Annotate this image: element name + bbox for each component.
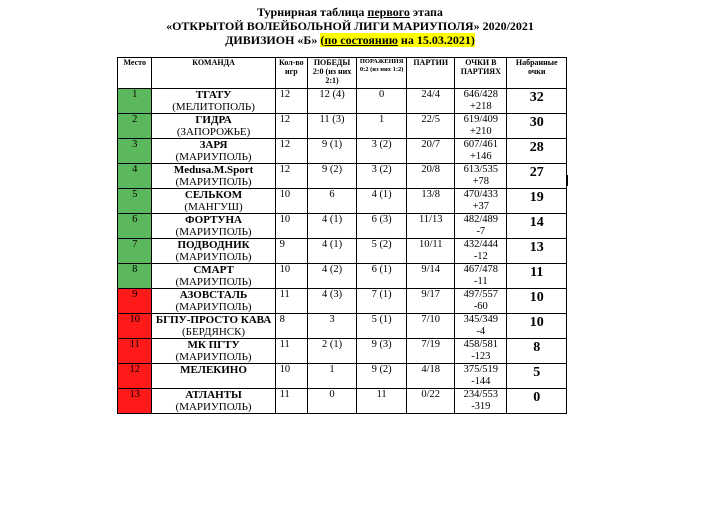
wins-cell: 4 (3) — [308, 289, 357, 314]
team-cell — [152, 339, 275, 364]
sets-cell: 4/18 — [407, 364, 455, 389]
losses-cell: 9 (2) — [357, 364, 407, 389]
wins-cell: 4 (1) — [308, 239, 357, 264]
points-diff: -319 — [471, 401, 491, 412]
losses-cell: 9 (3) — [357, 339, 407, 364]
score-cell: 10 — [507, 289, 567, 314]
team-name: АЗОВСТАЛЬ — [179, 289, 248, 301]
table-row — [118, 364, 567, 389]
games-cell: 12 — [275, 89, 307, 114]
losses-cell: 0 — [357, 89, 407, 114]
points-in-sets-cell — [455, 139, 507, 164]
points-diff: +218 — [469, 101, 492, 112]
team-name: МК ПГТУ — [187, 339, 240, 351]
table-row — [118, 339, 567, 364]
wins-cell: 2 (1) — [308, 339, 357, 364]
games-cell: 11 — [275, 339, 307, 364]
text-cursor — [567, 175, 568, 186]
team-cell — [152, 314, 275, 339]
points-diff: -7 — [476, 226, 486, 237]
date-highlight — [320, 33, 475, 47]
table-row — [118, 114, 567, 139]
games-cell: 12 — [275, 114, 307, 139]
games-cell: 10 — [275, 364, 307, 389]
team-cell — [152, 214, 275, 239]
points-ratio: 497/557 — [463, 289, 499, 300]
table-row — [118, 239, 567, 264]
table-row — [118, 314, 567, 339]
wins-cell: 4 (1) — [308, 214, 357, 239]
place-cell: 9 — [118, 289, 152, 314]
col-team: КОМАНДА — [152, 58, 275, 89]
points-in-sets-cell — [455, 114, 507, 139]
team-city: (МАРИУПОЛЬ) — [175, 276, 252, 288]
col-score: Набранные очки — [507, 58, 567, 89]
games-cell: 10 — [275, 264, 307, 289]
date-open-paren: ( — [320, 33, 325, 47]
title-line-2: «ОТКРЫТОЙ ВОЛЕЙБОЛЬНОЙ ЛИГИ МАРИУПОЛЯ» 2020/2021 — [166, 19, 534, 33]
team-name: БГПУ-ПРОСТО КАВА — [155, 314, 272, 326]
wins-cell: 9 (1) — [308, 139, 357, 164]
division-label: ДИВИЗИОН «Б» — [225, 33, 321, 47]
points-diff: -60 — [473, 301, 488, 312]
points-ratio: 613/535 — [463, 164, 499, 175]
team-name: СЕЛЬКОМ — [184, 189, 243, 201]
team-city: (БЕРДЯНСК) — [181, 326, 246, 338]
standings-table — [117, 57, 567, 414]
table-row — [118, 189, 567, 214]
sets-cell: 24/4 — [407, 89, 455, 114]
table-row — [118, 264, 567, 289]
place-cell: 12 — [118, 364, 152, 389]
games-cell: 12 — [275, 164, 307, 189]
title-line-3 — [130, 33, 570, 47]
score-cell: 8 — [507, 339, 567, 364]
place-cell: 10 — [118, 314, 152, 339]
team-city: (МАРИУПОЛЬ) — [175, 226, 252, 238]
team-cell — [152, 189, 275, 214]
points-in-sets-cell — [455, 289, 507, 314]
score-cell: 13 — [507, 239, 567, 264]
place-cell: 13 — [118, 389, 152, 414]
place-cell: 5 — [118, 189, 152, 214]
games-cell: 8 — [275, 314, 307, 339]
score-cell: 30 — [507, 114, 567, 139]
date-text: на 15.03.2021) — [397, 33, 475, 47]
team-city: (МАРИУПОЛЬ) — [175, 401, 252, 413]
losses-cell: 1 — [357, 114, 407, 139]
team-cell — [152, 289, 275, 314]
team-name: Medusa.M.Sport — [173, 164, 254, 176]
points-ratio: 607/461 — [463, 139, 499, 150]
table-header-row — [118, 58, 567, 89]
sets-cell: 13/8 — [407, 189, 455, 214]
wins-cell: 4 (2) — [308, 264, 357, 289]
place-cell: 3 — [118, 139, 152, 164]
sets-cell: 9/17 — [407, 289, 455, 314]
points-ratio: 458/581 — [463, 339, 499, 350]
sets-cell: 22/5 — [407, 114, 455, 139]
place-cell: 8 — [118, 264, 152, 289]
points-ratio: 345/349 — [463, 314, 499, 325]
sets-cell: 9/14 — [407, 264, 455, 289]
place-cell: 4 — [118, 164, 152, 189]
points-in-sets-cell — [455, 189, 507, 214]
table-row — [118, 139, 567, 164]
table-row — [118, 289, 567, 314]
points-diff: +37 — [472, 201, 490, 212]
points-in-sets-cell — [455, 264, 507, 289]
team-cell — [152, 364, 275, 389]
points-in-sets-cell — [455, 89, 507, 114]
col-wins: ПОБЕДЫ 2:0 (из них 2:1) — [308, 58, 357, 89]
score-cell: 5 — [507, 364, 567, 389]
col-games: Кол-во игр — [275, 58, 307, 89]
team-name: ГИДРА — [195, 114, 232, 126]
team-name: ЗАРЯ — [199, 139, 228, 151]
score-cell: 10 — [507, 314, 567, 339]
losses-cell: 5 (1) — [357, 314, 407, 339]
team-city: (МАРИУПОЛЬ) — [175, 301, 252, 313]
games-cell: 10 — [275, 214, 307, 239]
team-cell — [152, 264, 275, 289]
points-in-sets-cell — [455, 314, 507, 339]
losses-cell: 11 — [357, 389, 407, 414]
points-diff: +78 — [472, 176, 490, 187]
score-cell: 14 — [507, 214, 567, 239]
col-place: Место — [118, 58, 152, 89]
sets-cell: 11/13 — [407, 214, 455, 239]
points-ratio: 375/519 — [463, 364, 499, 375]
team-cell — [152, 239, 275, 264]
wins-cell: 1 — [308, 364, 357, 389]
team-cell — [152, 164, 275, 189]
team-name: АТЛАНТЫ — [185, 389, 242, 401]
team-name: МЕЛЕКИНО — [180, 364, 247, 376]
points-ratio: 432/444 — [463, 239, 499, 250]
score-cell: 19 — [507, 189, 567, 214]
title-line-1 — [130, 5, 570, 19]
table-row — [118, 89, 567, 114]
points-ratio: 470/433 — [463, 189, 499, 200]
games-cell: 9 — [275, 239, 307, 264]
place-cell: 1 — [118, 89, 152, 114]
points-ratio: 482/489 — [463, 214, 499, 225]
col-sets: ПАРТИИ — [407, 58, 455, 89]
points-diff: +210 — [469, 126, 492, 137]
wins-cell: 11 (3) — [308, 114, 357, 139]
points-diff: -4 — [476, 326, 486, 337]
points-diff: -11 — [474, 276, 488, 287]
table-row — [118, 164, 567, 189]
team-city: (МЕЛИТОПОЛЬ) — [172, 101, 255, 113]
sets-cell: 20/8 — [407, 164, 455, 189]
team-name: ПОДВОДНИК — [177, 239, 250, 251]
games-cell: 11 — [275, 289, 307, 314]
score-cell: 28 — [507, 139, 567, 164]
col-points-in-sets: ОЧКИ В ПАРТИЯХ — [455, 58, 507, 89]
score-cell: 11 — [507, 264, 567, 289]
score-cell: 27 — [507, 164, 567, 189]
wins-cell: 3 — [308, 314, 357, 339]
points-diff: -12 — [473, 251, 488, 262]
points-in-sets-cell — [455, 339, 507, 364]
team-name: ФОРТУНА — [185, 214, 242, 226]
losses-cell: 7 (1) — [357, 289, 407, 314]
wins-cell: 0 — [308, 389, 357, 414]
team-city: (МАРИУПОЛЬ) — [175, 251, 252, 263]
document-title — [130, 5, 570, 47]
team-cell — [152, 114, 275, 139]
col-losses: ПОРАЖЕНИЯ 0:2 (из них 1:2) — [357, 58, 407, 89]
points-in-sets-cell — [455, 389, 507, 414]
team-city: (ЗАПОРОЖЬЕ) — [176, 126, 251, 138]
points-ratio: 234/553 — [463, 389, 499, 400]
team-city: (МАРИУПОЛЬ) — [175, 176, 252, 188]
points-ratio: 467/478 — [463, 264, 499, 275]
points-diff: +146 — [469, 151, 492, 162]
games-cell: 12 — [275, 139, 307, 164]
title-line-1-underlined: первого — [367, 5, 410, 19]
losses-cell: 5 (2) — [357, 239, 407, 264]
losses-cell: 4 (1) — [357, 189, 407, 214]
wins-cell: 9 (2) — [308, 164, 357, 189]
sets-cell: 7/10 — [407, 314, 455, 339]
table-row — [118, 214, 567, 239]
team-cell — [152, 89, 275, 114]
title-line-1-prefix: Турнирная таблица — [257, 5, 368, 19]
sets-cell: 10/11 — [407, 239, 455, 264]
wins-cell: 12 (4) — [308, 89, 357, 114]
wins-cell: 6 — [308, 189, 357, 214]
table-row — [118, 389, 567, 414]
losses-cell: 6 (3) — [357, 214, 407, 239]
team-city: (МАРИУПОЛЬ) — [175, 151, 252, 163]
date-underlined: по состоянию — [324, 33, 398, 47]
team-name: СМАРТ — [193, 264, 234, 276]
points-diff: -123 — [471, 351, 491, 362]
team-city: (МАРИУПОЛЬ) — [175, 351, 252, 363]
points-diff: -144 — [471, 376, 491, 387]
sets-cell: 7/19 — [407, 339, 455, 364]
title-line-1-suffix: этапа — [409, 5, 443, 19]
place-cell: 7 — [118, 239, 152, 264]
games-cell: 11 — [275, 389, 307, 414]
points-in-sets-cell — [455, 214, 507, 239]
sets-cell: 0/22 — [407, 389, 455, 414]
score-cell: 0 — [507, 389, 567, 414]
points-in-sets-cell — [455, 164, 507, 189]
losses-cell: 3 (2) — [357, 164, 407, 189]
place-cell: 11 — [118, 339, 152, 364]
team-city: (МАНГУШ) — [184, 201, 243, 213]
sets-cell: 20/7 — [407, 139, 455, 164]
points-ratio: 619/409 — [463, 114, 499, 125]
place-cell: 6 — [118, 214, 152, 239]
team-cell — [152, 139, 275, 164]
losses-cell: 3 (2) — [357, 139, 407, 164]
games-cell: 10 — [275, 189, 307, 214]
points-in-sets-cell — [455, 364, 507, 389]
place-cell: 2 — [118, 114, 152, 139]
score-cell: 32 — [507, 89, 567, 114]
losses-cell: 6 (1) — [357, 264, 407, 289]
points-in-sets-cell — [455, 239, 507, 264]
points-ratio: 646/428 — [463, 89, 499, 100]
team-cell — [152, 389, 275, 414]
team-name: ТГАТУ — [195, 89, 232, 101]
